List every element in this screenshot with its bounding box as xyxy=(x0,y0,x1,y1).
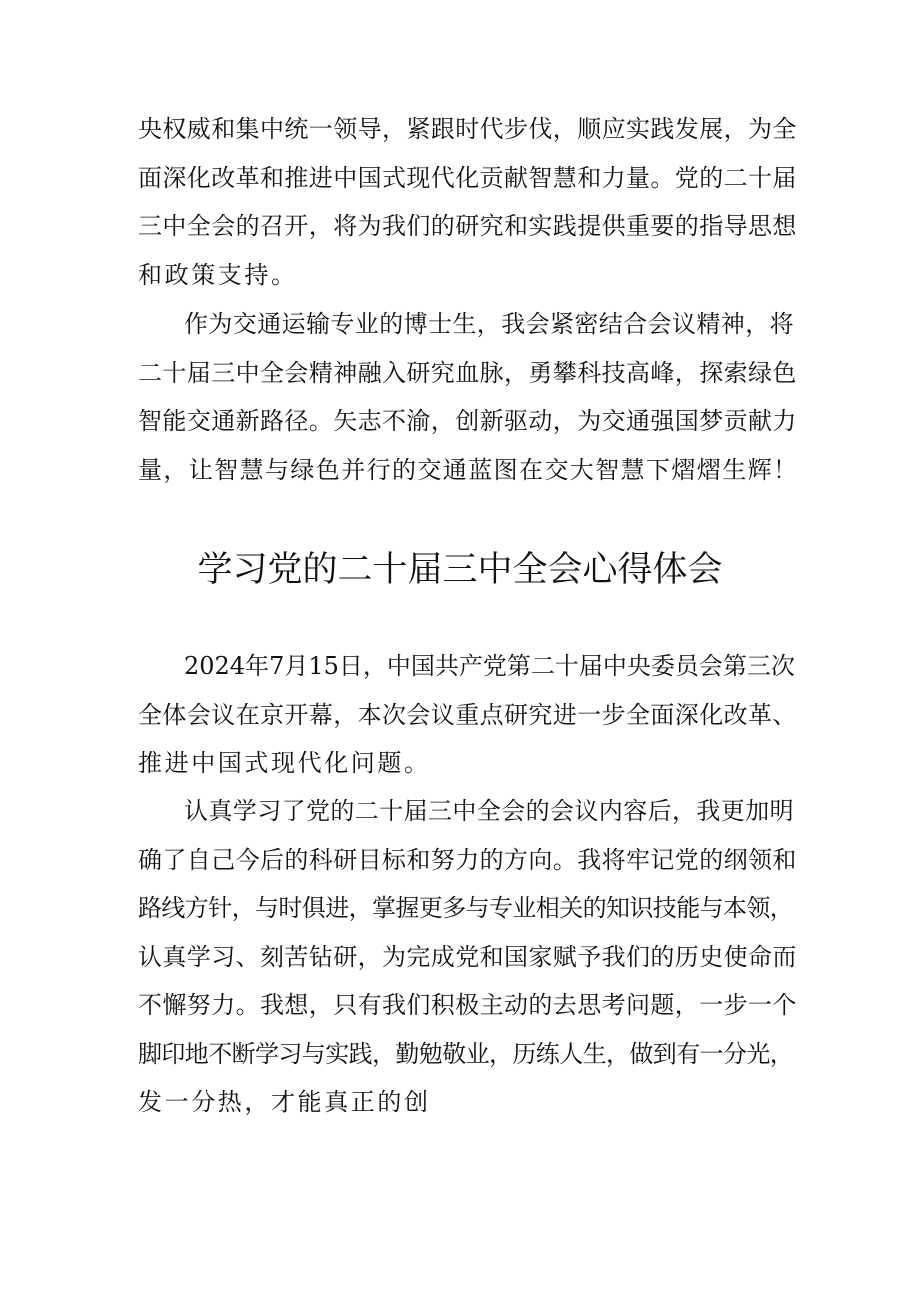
text-line: 三中全会的召开，将为我们的研究和实践提供重要的指导思想 xyxy=(138,212,797,240)
text-line: 面深化改革和推进中国式现代化贡献智慧和力量。党的二十届 xyxy=(138,163,797,192)
text-line: 脚印地不断学习与实践，勤勉敬业，历练人生，做到有一分光， xyxy=(138,1039,794,1068)
text-line: 发一分热，才能真正的创 xyxy=(138,1088,431,1116)
paragraph-top-2 xyxy=(138,300,798,494)
text-line: 认真学习了党的二十届三中全会的会议内容后，我更加明 xyxy=(184,797,794,825)
text-line: 认真学习、刻苦钻研，为完成党和国家赋予我们的历史使命而 xyxy=(138,942,797,971)
text-line: 二十届三中全会精神融入研究血脉，勇攀科技高峰，探索绿色 xyxy=(138,358,797,387)
paragraph-top-1 xyxy=(138,105,798,299)
text-line: 作为交通运输专业的博士生，我会紧密结合会议精神，将 xyxy=(184,310,794,338)
text-line: 路线方针，与时俱进，掌握更多与专业相关的知识技能与本领， xyxy=(138,894,794,922)
text-line: 确了自己今后的科研目标和努力的方向。我将牢记党的纲领和 xyxy=(138,845,797,874)
paragraph-bottom-2 xyxy=(138,787,798,1127)
text-line: 推进中国式现代化问题。 xyxy=(138,749,431,777)
text-line: 全体会议在京开幕，本次会议重点研究进一步全面深化改革、 xyxy=(138,700,797,729)
text-line: 央权威和集中统一领导，紧跟时代步伐，顺应实践发展，为全 xyxy=(138,115,797,143)
text-line: 不懈努力。我想，只有我们积极主动的去思考问题，一步一个 xyxy=(138,991,797,1019)
article-title: 学习党的二十届三中全会心得体会 xyxy=(197,550,723,590)
paragraph-bottom-1 xyxy=(138,642,798,788)
text-line: 和政策支持。 xyxy=(138,260,298,289)
text-line: 智能交通新路径。矢志不渝，创新驱动，为交通强国梦贡献力 xyxy=(138,407,797,435)
text-line: 量，让智慧与绿色并行的交通蓝图在交大智慧下熠熠生辉！ xyxy=(138,455,799,484)
text-line: 2024年7月15日，中国共产党第二十届中央委员会第三次 xyxy=(184,652,795,680)
